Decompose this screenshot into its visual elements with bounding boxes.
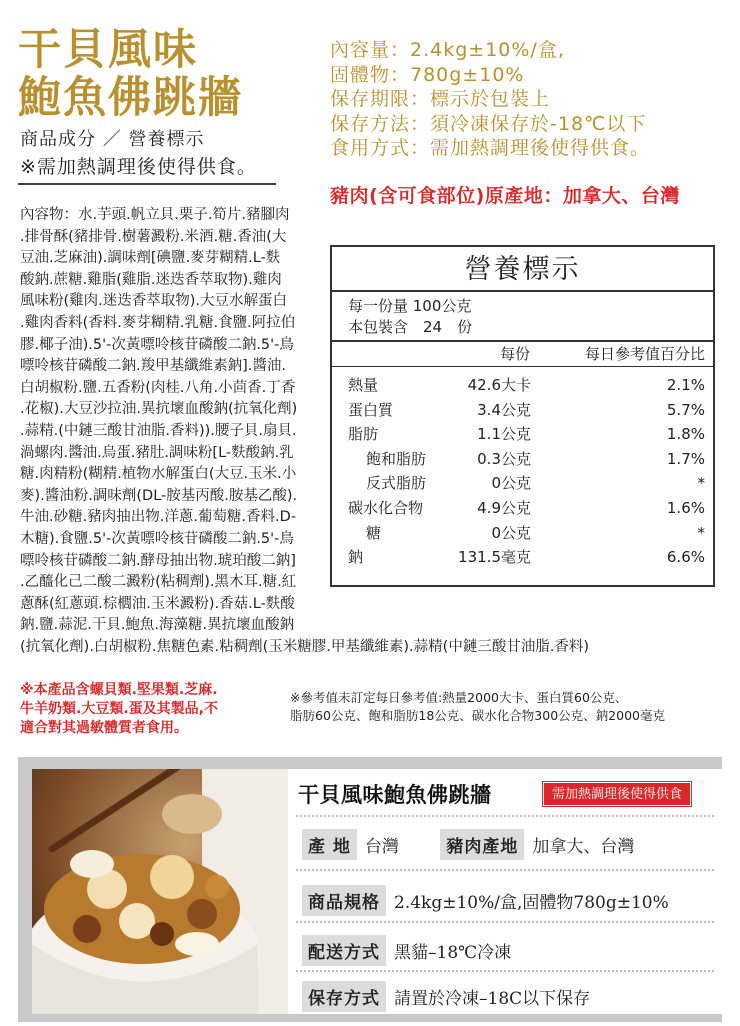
allergen-line: ※本產品含螺貝類.堅果類.芝麻. [20,682,218,698]
info-storage: 保存方法：須冷凍保存於-18℃以下 [330,112,647,135]
nutrient-name: 蛋白質 [348,400,394,419]
origin-label: 產 地 [302,829,357,860]
nutrient-name: 糖 [366,523,382,542]
ingredient-line: 白胡椒粉.鹽.五香粉(肉桂.八角.小茴香.丁香 [20,379,296,396]
nutrition-row [332,471,713,496]
spec-size-row [302,885,669,916]
info-shelf-life: 保存期限：標示於包裝上 [330,88,551,110]
ingredient-line: 嘌呤核苷磷酸二鈉.酵母抽出物.琥珀酸二鈉] [20,552,296,569]
ingredient-line: 內容物：水.芋頭.帆立貝.栗子.筍片.豬腳肉 [20,207,290,223]
nutrient-pct: * [697,523,705,542]
nutrient-name: 反式脂肪 [366,474,427,493]
nutrient-amount: 1.1公克 [477,425,531,444]
spec-label: 商品規格 [302,885,386,916]
pork-origin-value: 加拿大、台灣 [532,837,635,857]
nutrient-pct: 1.8% [666,425,705,444]
nutrition-row [332,373,713,398]
ingredient-line: 蔥酥(紅蔥頭.棕櫚油.玉米澱粉).香菇.L-麩酸 [20,595,295,612]
nutrition-row [332,398,713,423]
nutrient-amount: 42.6大卡 [467,376,531,394]
nutrient-pct: * [697,474,705,493]
spec-origin-row [302,829,634,860]
ingredient-line: 嘌呤核苷磷酸二鈉.羧甲基纖維素鈉].醬油. [20,358,286,375]
nutrient-pct: 1.7% [666,449,705,468]
nutrition-row [332,422,713,447]
product-card [18,757,722,1022]
nutrition-title: 營養標示 [332,247,713,292]
storage-value: 請置於冷凍–18C以下保存 [394,989,591,1009]
ingredient-line: 糖.肉精粉(糊精.植物水解蛋白(大豆.玉米.小 [20,466,297,483]
product-photo [32,769,288,1014]
nutrition-row [332,496,713,521]
nutrient-name: 飽和脂肪 [366,449,427,468]
serving-size: 每一份量 100公克 [348,297,472,315]
delivery-label: 配送方式 [302,935,386,966]
heating-notice: ※需加熱調理後使得供食。 [20,156,257,178]
ingredient-line: 麥).醬油粉.調味劑(DL-胺基丙酸.胺基乙酸). [20,487,298,504]
section-subhead: 商品成分 ／ 營養標示 [20,129,205,150]
origin-value: 台灣 [364,837,399,857]
ingredient-line: 風味粉(雞肉.迷迭香萃取物).大豆水解蛋白 [20,293,288,310]
nutrient-name: 碳水化合物 [348,498,424,517]
note-line: ※參考值未訂定每日參考值:熱量2000大卡、蛋白質60公克、 [290,690,628,705]
nutrition-row [332,545,713,570]
nutrition-row [332,447,713,472]
spec-delivery-row [302,935,511,966]
card-product-name: 干貝風味鮑魚佛跳牆 [298,782,492,807]
ingredient-line: .雞肉香料(香料.麥芽糊精.乳糖.食鹽.阿拉伯 [20,314,296,331]
ingredient-line: .蒜精.(中鏈三酸甘油脂.香料)).腰子貝.扇貝. [20,422,297,439]
spec-value: 2.4kg±10%/盒,固體物780g±10% [394,893,669,913]
nutrient-name: 熱量 [348,376,379,394]
dotted-divider [296,921,714,923]
ingredient-line: 木糖).食鹽.5'-次黃嘌呤核苷磷酸二鈉.5'-鳥 [20,530,294,547]
ingredient-line: 牛油.砂糖.豬肉抽出物.洋蔥.葡萄糖.香料.D- [20,509,297,526]
ingredient-line: 膠.椰子油).5'-次黃嘌呤核苷磷酸二鈉.5'-鳥 [20,336,294,353]
product-specs [288,769,722,1014]
nutrient-amount: 3.4公克 [477,400,531,419]
ingredients-tail: (抗氧化劑).白胡椒粉.焦糖色素.粘稠劑(玉米糖膠.甲基纖維素).蒜精(中鏈三酸甘油脂.香料) [20,639,590,655]
nutrient-amount: 131.5毫克 [458,548,531,567]
nutrition-table [330,245,715,587]
nutrition-rows [332,367,713,570]
ingredient-line: 豆油.芝麻油).調味劑[碘鹽.麥芽糊精.L-麩 [20,250,281,267]
ingredients-list [20,205,328,637]
nutrient-amount: 0公克 [491,474,531,493]
pork-origin-label: 豬肉產地 [440,829,524,860]
allergen-warning [20,681,218,738]
ingredient-line: 鈉.鹽.蒜泥.干貝.鮑魚.海藻糖.異抗壞血酸鈉 [20,617,295,634]
storage-label: 保存方式 [302,981,386,1012]
nutrient-name: 鈉 [348,548,364,567]
nutrient-pct: 2.1% [666,376,705,394]
delivery-value: 黑貓–18℃冷凍 [394,943,512,963]
nutrient-amount: 0公克 [491,523,531,542]
divider [18,183,276,185]
ingredient-line: 酸鈉.蔗糖.雞脂(雞脂.迷迭香萃取物).雞肉 [20,271,282,288]
reference-note [290,689,665,725]
product-info [330,38,650,161]
servings-per-pack: 本包裝含 24 份 [348,318,473,336]
product-title [18,26,318,122]
info-usage: 食用方式：需加熱調理後使得供食。 [330,137,651,159]
allergen-line: 牛羊奶類.大豆類.蛋及其製品,不 [20,701,218,717]
nutrient-amount: 0.3公克 [477,449,531,468]
nutrition-header [332,342,713,367]
dotted-divider [296,869,714,871]
nutrient-amount: 4.9公克 [477,498,531,517]
dotted-divider [296,815,714,817]
ingredient-line: .花椒).大豆沙拉油.異抗壞血酸鈉(抗氧化劑) [20,401,298,418]
ingredient-line: .乙醯化己二酸二澱粉(粘稠劑).黑木耳.糖.紅 [20,574,297,591]
nutrient-pct: 6.6% [666,548,705,567]
col-per-serving: 每份 [500,345,531,363]
nutrient-name: 脂肪 [348,425,379,444]
allergen-line: 適合對其過敏體質者食用。 [20,720,188,736]
dotted-divider [296,970,714,972]
serving-info [332,292,713,342]
spec-storage-row [302,981,590,1012]
nutrition-row [332,521,713,546]
title-line-2: 鮑魚佛跳牆 [18,73,243,123]
heating-tag: 需加熱調理後使得供食 [543,782,691,806]
nutrient-pct: 1.6% [666,498,705,517]
ingredient-line: 渦螺肉.醬油.烏蛋.豬肚.調味粉[L-麩酸鈉.乳 [20,444,294,461]
ingredient-line: .排骨酥(豬排骨.樹薯澱粉.米酒.糖.香油(大 [20,228,287,245]
nutrient-pct: 5.7% [666,400,705,419]
pork-origin: 豬肉(含可食部位)原產地：加拿大、台灣 [330,185,680,207]
title-line-1: 干貝風味 [18,25,198,75]
col-daily-pct: 每日參考值百分比 [584,345,705,363]
info-content: 內容量：2.4kg±10%/盒, [330,39,565,61]
info-solids: 固體物：780g±10% [330,63,525,86]
food-pot-illustration [32,769,288,1014]
note-line: 脂肪60公克、飽和脂肪18公克、碳水化合物300公克、鈉2000毫克 [290,708,665,723]
